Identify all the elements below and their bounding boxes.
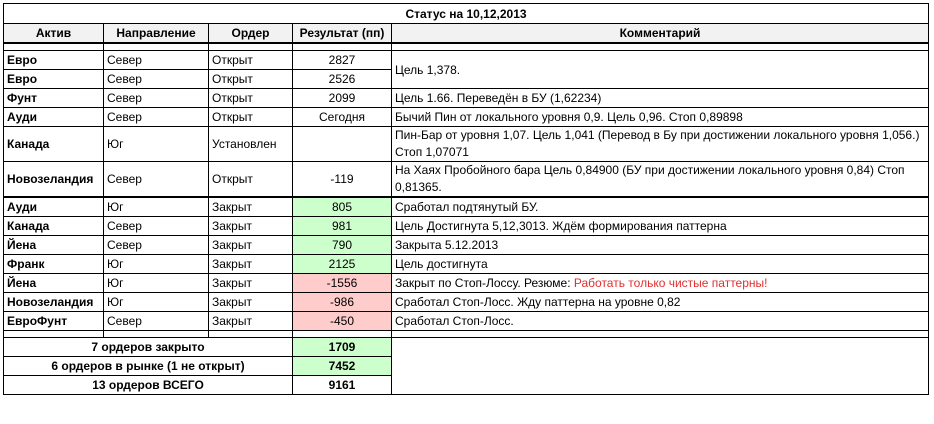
comment-cell: Закрыта 5.12.2013	[392, 236, 929, 255]
asset-cell: ЕвроФунт	[4, 312, 104, 331]
status-table	[3, 3, 929, 395]
asset-cell: Йена	[4, 274, 104, 293]
comment-cell: Бычий Пин от локального уровня 0,9. Цель 0,96. Стоп 0,89898	[392, 108, 929, 127]
table-row	[4, 236, 929, 255]
direction-cell: Север	[104, 217, 209, 236]
comment-highlight: Работать только чистые паттерны!	[573, 276, 768, 290]
comment-cell: Сработал Стоп-Лосс.	[392, 312, 929, 331]
comment-cell: Цель Достигнута 5,12,3013. Ждём формирования паттерна	[392, 217, 929, 236]
order-cell: Открыт	[209, 51, 293, 70]
header-row	[4, 24, 929, 44]
table-row	[4, 312, 929, 331]
order-cell: Открыт	[209, 162, 293, 198]
comment-cell: Пин-Бар от уровня 1,07. Цель 1,041 (Перевод в Бу при достижении локального уровня 1,056.) Стоп 1,07071	[392, 127, 929, 162]
table-row	[4, 162, 929, 198]
comment-text: Закрыт по Стоп-Лоссу. Резюме:	[395, 276, 574, 290]
result-cell: -450	[293, 312, 392, 331]
asset-cell: Ауди	[4, 197, 104, 217]
table-row	[4, 293, 929, 312]
header-result: Результат (пп)	[293, 24, 392, 44]
summary-row	[4, 338, 929, 357]
table-row	[4, 274, 929, 293]
header-comment: Комментарий	[392, 24, 929, 44]
order-cell: Закрыт	[209, 236, 293, 255]
result-cell: 2125	[293, 255, 392, 274]
spacer-row	[4, 43, 929, 51]
table-row	[4, 51, 929, 70]
table-row	[4, 217, 929, 236]
result-cell: 2526	[293, 70, 392, 89]
summary-label: 6 ордеров в рынке (1 не открыт)	[4, 357, 293, 376]
order-cell: Закрыт	[209, 312, 293, 331]
direction-cell: Север	[104, 89, 209, 108]
direction-cell: Север	[104, 162, 209, 198]
direction-cell: Север	[104, 108, 209, 127]
comment-cell: Сработал Стоп-Лосс. Жду паттерна на уровне 0,82	[392, 293, 929, 312]
asset-cell: Фунт	[4, 89, 104, 108]
result-cell: 805	[293, 197, 392, 217]
asset-cell: Франк	[4, 255, 104, 274]
result-cell: 790	[293, 236, 392, 255]
comment-cell: На Хаях Пробойного бара Цель 0,84900 (БУ при достижении локального уровня 0,84) Стоп 0,81365.	[392, 162, 929, 198]
result-cell: 2099	[293, 89, 392, 108]
direction-cell: Юг	[104, 197, 209, 217]
asset-cell: Новозеландия	[4, 162, 104, 198]
asset-cell: Канада	[4, 217, 104, 236]
comment-cell: Цель достигнута	[392, 255, 929, 274]
order-cell: Открыт	[209, 89, 293, 108]
direction-cell: Юг	[104, 293, 209, 312]
order-cell: Закрыт	[209, 293, 293, 312]
table-row	[4, 89, 929, 108]
summary-value: 1709	[293, 338, 392, 357]
order-cell: Установлен	[209, 127, 293, 162]
direction-cell: Юг	[104, 255, 209, 274]
result-cell: -119	[293, 162, 392, 198]
direction-cell: Юг	[104, 274, 209, 293]
direction-cell: Север	[104, 70, 209, 89]
header-asset: Актив	[4, 24, 104, 44]
comment-cell: Цель 1.66. Переведён в БУ (1,62234)	[392, 89, 929, 108]
asset-cell: Канада	[4, 127, 104, 162]
result-cell: 981	[293, 217, 392, 236]
order-cell: Открыт	[209, 108, 293, 127]
result-cell: -986	[293, 293, 392, 312]
direction-cell: Север	[104, 51, 209, 70]
header-order: Ордер	[209, 24, 293, 44]
comment-cell: Цель 1,378.	[392, 51, 929, 89]
summary-value: 9161	[293, 376, 392, 395]
header-direction: Направление	[104, 24, 209, 44]
table-row	[4, 197, 929, 217]
table-row	[4, 255, 929, 274]
result-cell: Сегодня	[293, 108, 392, 127]
result-cell: -1556	[293, 274, 392, 293]
asset-cell: Йена	[4, 236, 104, 255]
asset-cell: Евро	[4, 51, 104, 70]
table-row	[4, 127, 929, 162]
asset-cell: Евро	[4, 70, 104, 89]
order-cell: Закрыт	[209, 217, 293, 236]
order-cell: Закрыт	[209, 274, 293, 293]
direction-cell: Север	[104, 236, 209, 255]
result-cell: 2827	[293, 51, 392, 70]
comment-cell	[392, 274, 929, 293]
asset-cell: Новозеландия	[4, 293, 104, 312]
summary-label: 7 ордеров закрыто	[4, 338, 293, 357]
result-cell	[293, 127, 392, 162]
summary-comment	[392, 338, 929, 395]
summary-value: 7452	[293, 357, 392, 376]
spacer-row	[4, 331, 929, 338]
table-row	[4, 108, 929, 127]
order-cell: Закрыт	[209, 197, 293, 217]
direction-cell: Север	[104, 312, 209, 331]
direction-cell: Юг	[104, 127, 209, 162]
comment-cell: Сработал подтянутый БУ.	[392, 197, 929, 217]
summary-label: 13 ордеров ВСЕГО	[4, 376, 293, 395]
asset-cell: Ауди	[4, 108, 104, 127]
order-cell: Закрыт	[209, 255, 293, 274]
order-cell: Открыт	[209, 70, 293, 89]
table-title: Статус на 10,12,2013	[4, 4, 929, 24]
